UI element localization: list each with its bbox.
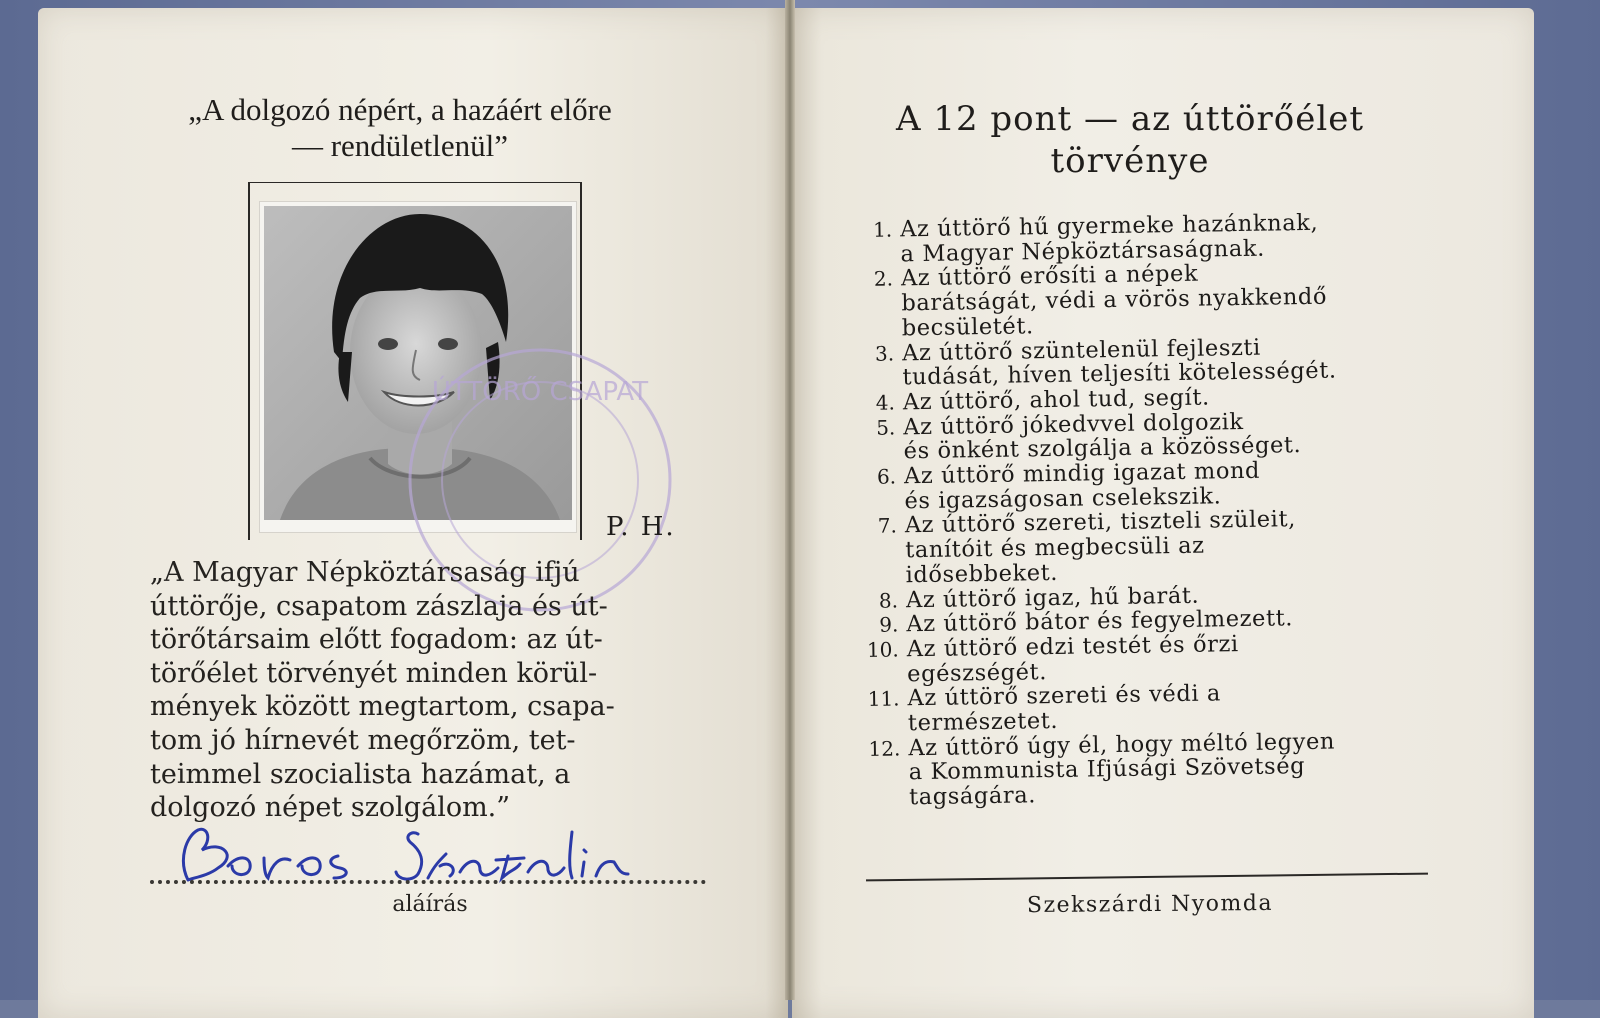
law-text [900,209,1439,267]
law-number: 12. [868,736,901,761]
law-text-line: idősebbeket. [905,559,1059,589]
law-number: 5. [876,415,896,440]
oath-line: tom jó hírnevét megőrzöm, tet- [150,724,576,756]
oath-line: „A Magyar Népköztársaság ifjú [150,557,580,588]
law-title-line: A 12 pont — az úttörőélet [895,99,1365,139]
oath-line: úttörője, csapatom zászlaja és út- [150,590,608,622]
law-text-line: és igazságosan cselekszik. [904,483,1222,515]
law-text-line: Az úttörő edzi testét és őrzi [906,631,1239,663]
law-number: 7. [877,513,898,539]
law-text-line: Az úttörő jókedvvel dolgozik [903,408,1244,440]
signature-line [150,880,706,884]
law-list [858,209,1447,811]
law-item [865,629,1446,688]
printer-name: Szekszárdi Nyomda [1026,890,1274,919]
law-number: 8. [878,587,899,613]
law-item [865,678,1446,737]
law-number: 1. [872,217,893,242]
law-title-line: törvénye [1050,141,1210,181]
law-text [905,505,1444,588]
motto-line: „A dolgozó népért, a hazáért előre [188,92,612,127]
law-text-line: a Magyar Népköztársaságnak. [900,235,1266,268]
oath-line: törőtársaim előtt fogadom: az út- [150,624,603,656]
law-text-line: Az úttörő szereti, tiszteli szüleit, [904,506,1297,539]
law-text-line: Az úttörő mindig igazat mond [903,457,1261,490]
law-number: 3. [874,340,895,366]
law-number: 4. [875,390,896,415]
law-text [908,728,1447,811]
law-text-line: Az úttörő bátor és fegyelmezett. [906,605,1294,638]
law-number: 2. [873,266,894,292]
portrait-image [260,202,576,532]
law-text-line: Az úttörő hű gyermeke hazánknak, [899,209,1319,243]
law-text-line: becsületét. [901,313,1034,342]
law-item [862,456,1443,515]
signature-label: aláírás [392,892,468,917]
law-text-line: Az úttörő erősíti a népek [900,261,1199,292]
law-text-line: tudását, híven teljesíti kötelességét. [902,357,1337,391]
law-title [830,98,1430,182]
law-text-line: Az úttörő, ahol tud, segít. [902,384,1210,416]
law-text-line: Az úttörő úgy él, hogy méltó legyen [908,728,1336,762]
oath-line: teimmel szocialista hazámat, a [150,758,571,790]
stamp-text: ÚTTÖRŐ CSAPAT [431,377,649,407]
law-item [863,505,1444,588]
law-text [907,678,1446,736]
law-item [861,406,1442,465]
law-number: 6. [876,464,897,489]
law-text [902,332,1441,390]
law-number: 10. [866,637,899,662]
motto-line: — rendületlenül” [291,128,509,163]
law-text [903,406,1442,464]
law-text-line: tagságára. [908,782,1037,811]
law-item [858,209,1439,268]
oath-line: dolgozó népet szolgálom.” [150,792,511,824]
oath-line: mények között megtartom, csapa- [150,691,615,723]
law-text-line: egészségét. [906,658,1048,687]
ph-label: P. H. [606,512,676,542]
law-text-line: a Kommunista Ifjúsági Szövetség [908,753,1306,786]
law-text [907,629,1446,687]
law-text-line: tanítóit és megbecsüli az [905,532,1205,564]
law-text-line: természetet. [907,707,1059,737]
law-item [866,728,1447,811]
law-text-line: és önként szolgálja a közösséget. [903,432,1302,465]
law-item [860,332,1441,391]
law-text-line: Az úttörő szüntelenül fejleszti [901,334,1262,366]
law-text-line: Az úttörő szereti és védi a [907,680,1222,712]
law-text [904,456,1443,514]
oath-line: törőélet törvényét minden körül- [150,657,598,689]
law-number: 11. [867,686,900,712]
oath-text [150,556,708,825]
law-item [859,258,1440,341]
law-text-line: barátságát, védi a vörös nyakkendő [901,283,1328,317]
law-number: 9. [879,612,899,637]
member-photo [260,202,576,532]
law-text [901,258,1440,341]
law-text-line: Az úttörő igaz, hű barát. [905,582,1200,613]
booklet-spine [785,0,795,1000]
motto [100,92,700,164]
